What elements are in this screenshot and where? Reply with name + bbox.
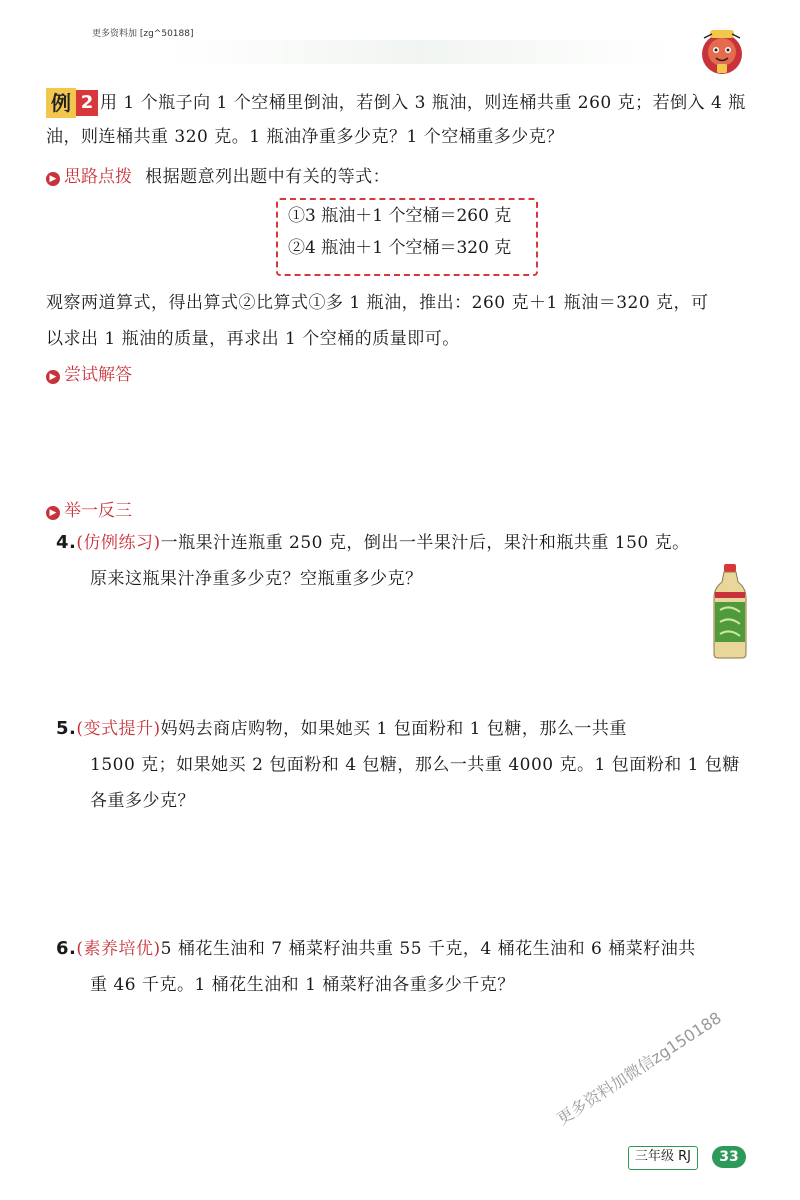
question-6-line1: 6.(素养培优)5 桶花生油和 7 桶菜籽油共重 55 千克，4 桶花生油和 6 桶菜籽油共 bbox=[56, 938, 696, 959]
practice-title: ▶ 举一反三 bbox=[46, 496, 132, 521]
hint-section bbox=[46, 160, 390, 194]
play-icon: ▶ bbox=[46, 506, 60, 520]
mascot-icon bbox=[694, 22, 750, 78]
page-number: 33 bbox=[712, 1146, 746, 1168]
play-icon: ▶ bbox=[46, 172, 60, 186]
example-text-line1: 用 1 个瓶子向 1 个空桶里倒油，若倒入 3 瓶油，则连桶共重 260 克；若倒入 4 瓶 bbox=[100, 93, 746, 113]
example-number: 2 bbox=[76, 90, 98, 116]
hint-title: ▶ 思路点拨 bbox=[46, 167, 132, 187]
try-title: ▶ 尝试解答 bbox=[46, 360, 132, 385]
question-5-line1: 5.(变式提升)妈妈去商店购物，如果她买 1 包面粉和 1 包糖，那么一共重 bbox=[56, 718, 627, 739]
analysis-line2: 以求出 1 瓶油的质量，再求出 1 个空桶的质量即可。 bbox=[46, 329, 460, 349]
question-6-number: 6. bbox=[56, 938, 77, 959]
page-footer bbox=[628, 1146, 746, 1168]
example-label: 例 bbox=[46, 88, 76, 118]
question-5-line2: 1500 克；如果她买 2 包面粉和 4 包糖，那么一共重 4000 克。1 包面粉和 1 包糖 bbox=[90, 755, 740, 775]
question-4-line1: 4.(仿例练习)一瓶果汁连瓶重 250 克，倒出一半果汁后，果汁和瓶共重 150 克。 bbox=[56, 532, 690, 553]
question-5-line3: 各重多少克？ bbox=[90, 791, 195, 811]
question-4-tag: (仿例练习) bbox=[76, 533, 161, 553]
juice-bottle-icon bbox=[712, 562, 748, 660]
play-icon: ▶ bbox=[46, 370, 60, 384]
question-4-number: 4. bbox=[56, 532, 77, 553]
question-4-line2: 原来这瓶果汁净重多少克？空瓶重多少克？ bbox=[90, 569, 423, 589]
example-badge bbox=[46, 88, 98, 118]
example-text-line2: 油，则连桶共重 320 克。1 瓶油净重多少克？1 个空桶重多少克？ bbox=[46, 127, 564, 147]
hint-text: 根据题意列出题中有关的等式： bbox=[145, 167, 391, 187]
question-6-line2: 重 46 千克。1 桶花生油和 1 桶菜籽油各重多少千克？ bbox=[90, 975, 515, 995]
header-banner bbox=[170, 40, 670, 64]
equation-1: ①3 瓶油＋1 个空桶＝260 克 bbox=[288, 206, 512, 226]
question-5-number: 5. bbox=[56, 718, 77, 739]
question-5-tag: (变式提升) bbox=[76, 719, 161, 739]
equation-2: ②4 瓶油＋1 个空桶＝320 克 bbox=[288, 238, 512, 258]
grade-label: 三年级 RJ bbox=[628, 1146, 698, 1170]
top-note: 更多资料加 [zg^50188] bbox=[92, 29, 194, 39]
equation-box bbox=[276, 198, 538, 276]
watermark: 更多资料加微信zg150188 bbox=[553, 1008, 725, 1129]
question-6-tag: (素养培优) bbox=[76, 939, 161, 959]
analysis-line1: 观察两道算式，得出算式②比算式①多 1 瓶油，推出：260 克＋1 瓶油＝320 克，可 bbox=[46, 293, 709, 313]
